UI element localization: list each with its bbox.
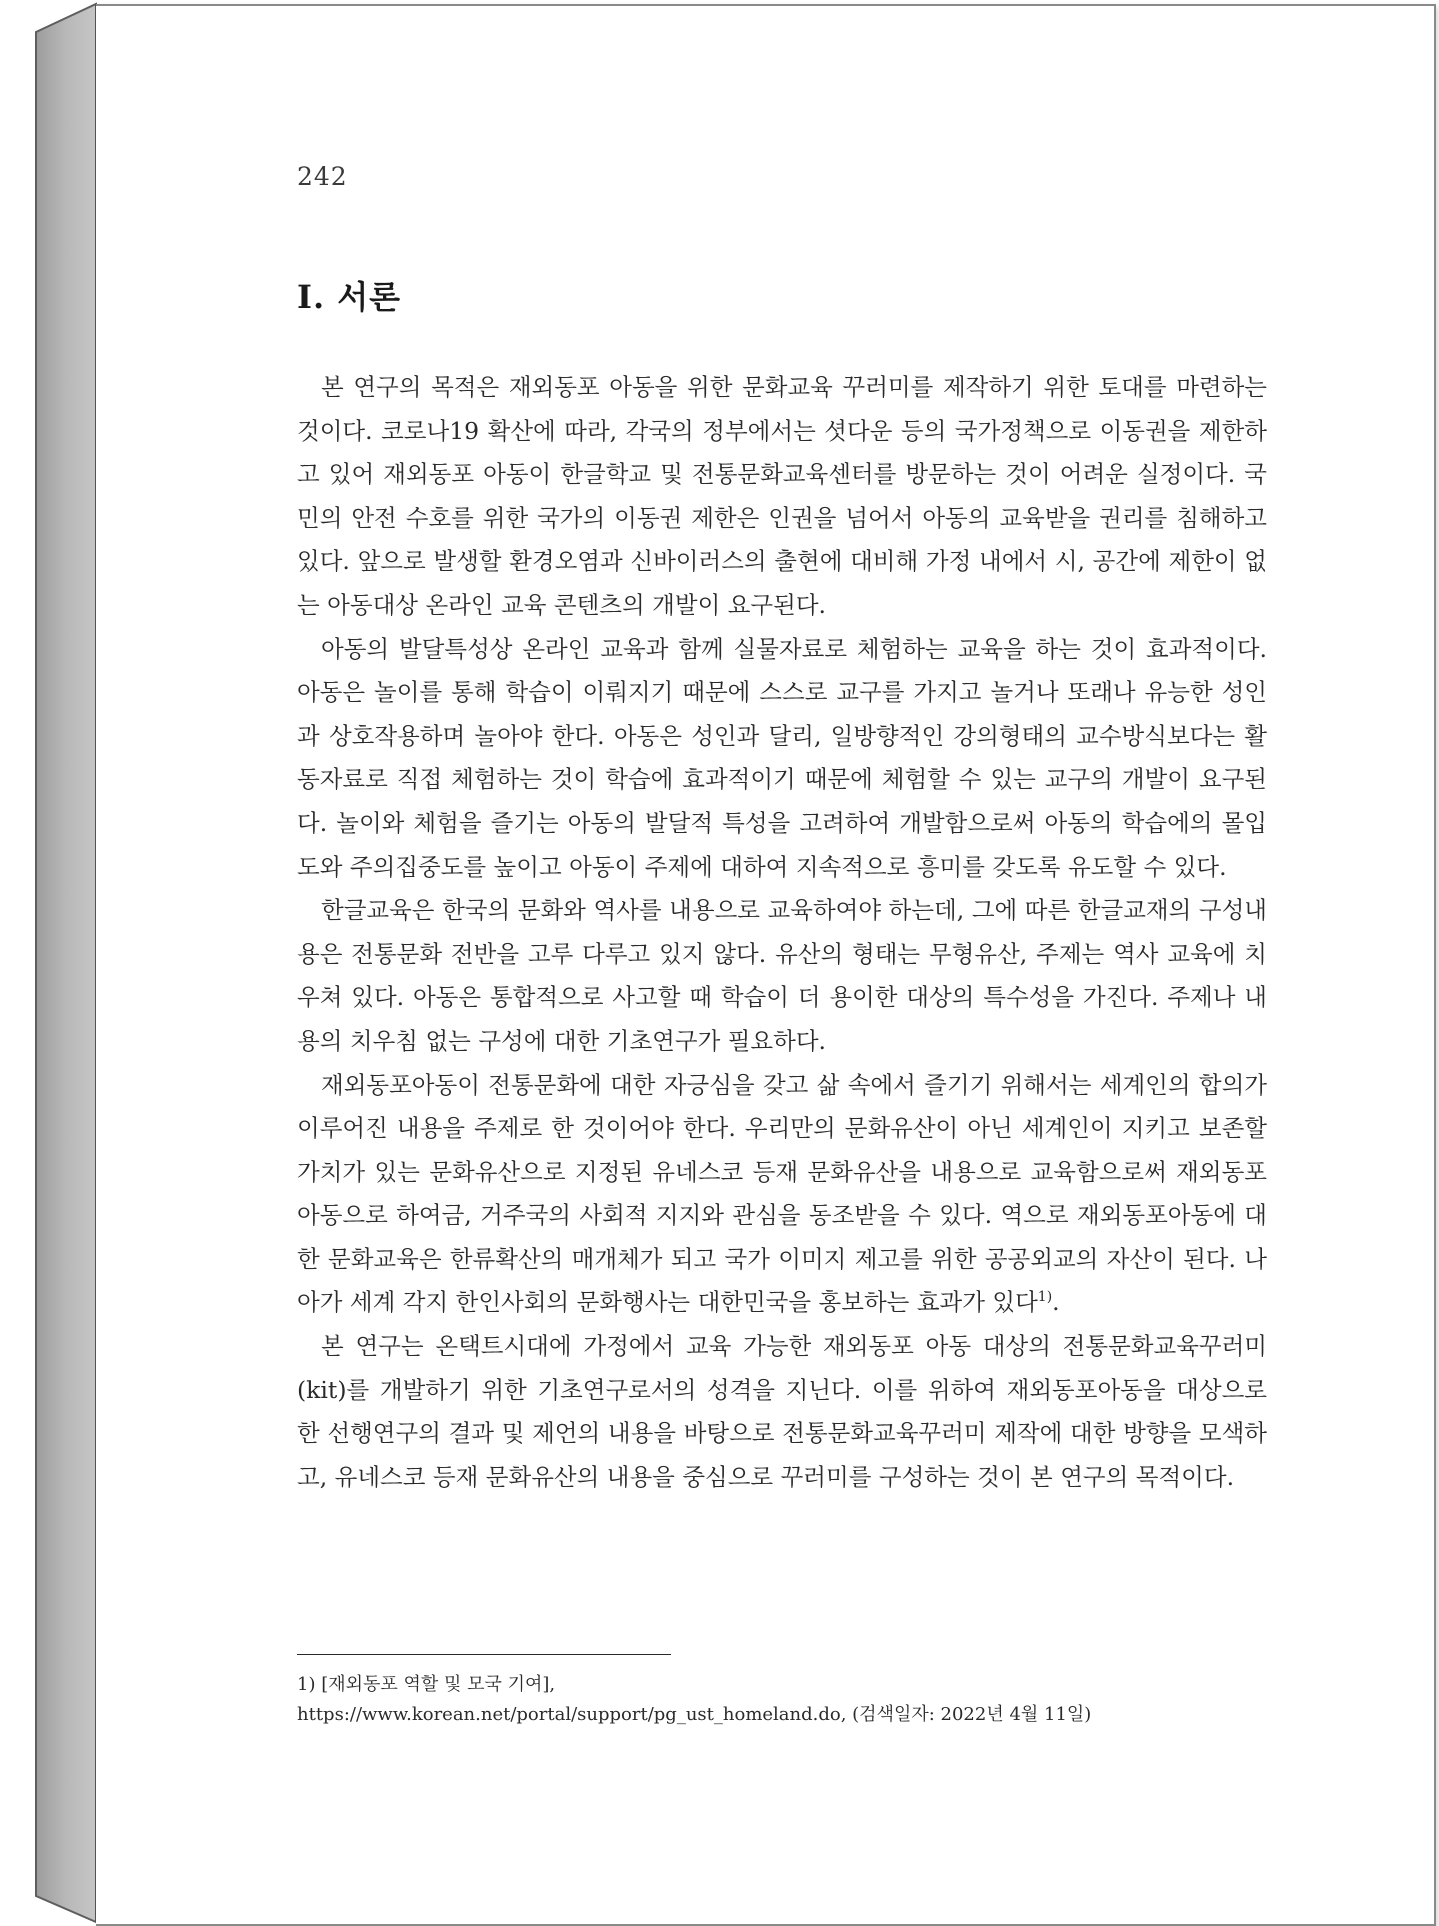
footnote xyxy=(297,1670,1267,1730)
footnote-reference[interactable]: 1) xyxy=(1037,1289,1053,1306)
paragraph xyxy=(297,1064,1267,1326)
page-number: 242 xyxy=(297,162,348,191)
section-title: Ⅰ. 서론 xyxy=(297,278,402,316)
footnote-title: 1) [재외동포 역할 및 모국 기여], xyxy=(297,1674,556,1695)
footnote-url[interactable]: https://www.korean.net/portal/support/pg_ust_homeland.do, (검색일자: 2022년 4월 11일) xyxy=(297,1704,1092,1725)
paragraph: 본 연구의 목적은 재외동포 아동을 위한 문화교육 꾸러미를 제작하기 위한 토대를 마련하는 것이다. 코로나19 확산에 따라, 각국의 정부에서는 셧다운 등의 국가정책으로 이동권을 제한하고 있어 재외동포 아동이 한글학교 및 전통문화교육센터를 방문하는 것이 어려운 실정이다. 국민의 안전 수호를 위한 국가의 이동권 제한은 인권을 넘어서 아동의 교육받을 권리를 침해하고 있다. 앞으로 발생할 환경오염과 신바이러스의 출현에 대비해 가정 내에서 시, 공간에 제한이 없는 아동대상 온라인 교육 콘텐츠의 개발이 요구된다. xyxy=(297,373,1267,619)
paragraph: 아동의 발달특성상 온라인 교육과 함께 실물자료로 체험하는 교육을 하는 것이 효과적이다. 아동은 놀이를 통해 학습이 이뤄지기 때문에 스스로 교구를 가지고 놀거나 또래나 유능한 성인과 상호작용하며 놀아야 한다. 아동은 성인과 달리, 일방향적인 강의형태의 교수방식보다는 활동자료로 직접 체험하는 것이 학습에 효과적이기 때문에 체험할 수 있는 교구의 개발이 요구된다. 놀이와 체험을 즐기는 아동의 발달적 특성을 고려하여 개발함으로써 아동의 학습에의 몰입도와 주의집중도를 높이고 아동이 주제에 대하여 지속적으로 흥미를 갖도록 유도할 수 있다. xyxy=(297,634,1267,881)
paragraph: 한글교육은 한국의 문화와 역사를 내용으로 교육하여야 하는데, 그에 따른 한글교재의 구성내용은 전통문화 전반을 고루 다루고 있지 않다. 유산의 형태는 무형유산, 주제는 역사 교육에 치우쳐 있다. 아동은 통합적으로 사고할 때 학습이 더 용이한 대상의 특수성을 가진다. 주제나 내용의 치우침 없는 구성에 대한 기초연구가 필요하다. xyxy=(297,896,1267,1055)
footnote-divider xyxy=(297,1654,671,1655)
paragraph: 본 연구는 온택트시대에 가정에서 교육 가능한 재외동포 아동 대상의 전통문화교육꾸러미(kit)를 개발하기 위한 기초연구로서의 성격을 지닌다. 이를 위하여 재외동포아동을 대상으로 한 선행연구의 결과 및 제언의 내용을 바탕으로 전통문화교육꾸러미 제작에 대한 방향을 모색하고, 유네스코 등재 문화유산의 내용을 중심으로 꾸러미를 구성하는 것이 본 연구의 목적이다. xyxy=(297,1332,1267,1491)
body-text xyxy=(297,366,1267,1499)
paragraph-text: 재외동포아동이 전통문화에 대한 자긍심을 갖고 삶 속에서 즐기기 위해서는 세계인의 합의가 이루어진 내용을 주제로 한 것이어야 한다. 우리만의 문화유산이 아닌 세계인이 지키고 보존할 가치가 있는 문화유산으로 지정된 유네스코 등재 문화유산을 내용으로 교육함으로써 재외동포아동으로 하여금, 거주국의 사회적 지지와 관심을 동조받을 수 있다. 역으로 재외동포아동에 대한 문화교육은 한류확산의 매개체가 되고 국가 이미지 제고를 위한 공공외교의 자산이 된다. 나아가 세계 각지 한인사회의 문화행사는 대한민국을 홍보하는 효과가 있다 xyxy=(297,1070,1267,1317)
paragraph-tail: . xyxy=(1052,1288,1060,1317)
